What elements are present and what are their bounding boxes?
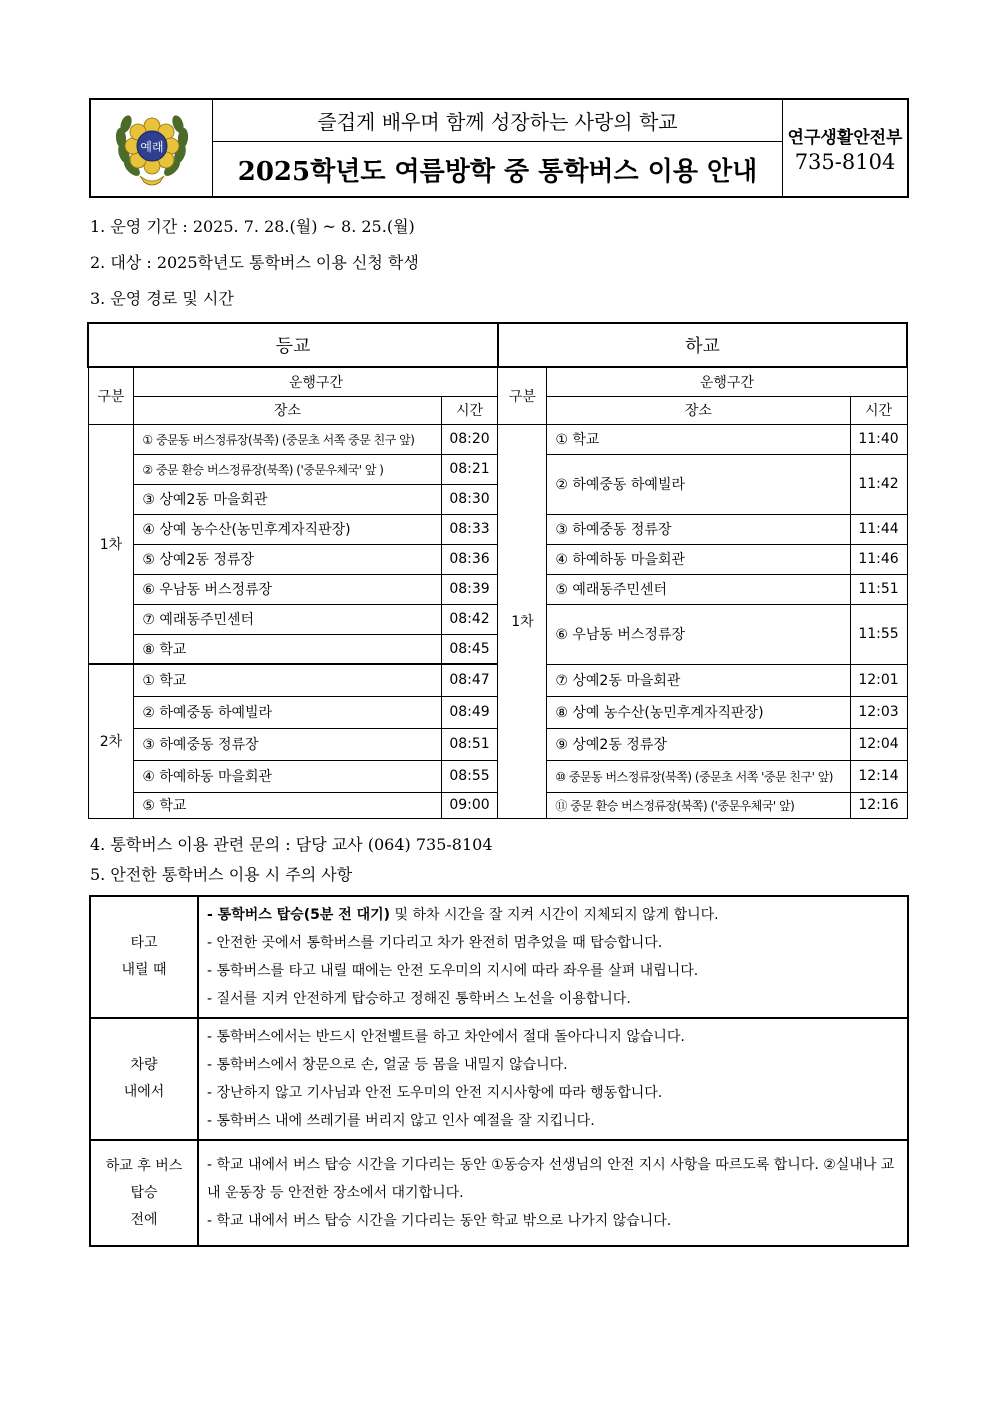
after-school-rules [198,1140,908,1246]
am-stop-place: ③ 상예2동 마을회관 [134,484,441,514]
department-name: 연구생활안전부 [787,127,903,148]
am-stop-time: 08:49 [441,696,498,728]
after-label-line3: 전에 [130,1211,158,1228]
pm-stop-place: ⑧ 상예 농수산(농민후계자직판장) [547,696,850,728]
pm-stop-time: 12:14 [850,760,907,792]
inside-rule-4: - 통학버스 내에 쓰레기를 버리지 않고 인사 예절을 잘 지킵니다. [207,1113,595,1129]
boarding-label-line1: 타고 [130,935,158,951]
school-logo-cell [91,100,213,196]
boarding-rule-1-bold: - 통학버스 탑승(5분 전 대기) [207,907,391,923]
item-period: 1. 운영 기간 : 2025. 7. 28.(월) ~ 8. 25.(월) [90,217,415,236]
am-stop-place: ② 하예중동 하예빌라 [134,696,441,728]
inside-rule-2: - 통학버스에서 창문으로 손, 얼굴 등 몸을 내밀지 않습니다. [207,1057,568,1073]
am-stop-place: ② 중문 환승 버스정류장(북쪽) ('중문우체국' 앞 ) [134,454,441,484]
pm-stop-place: ⑥ 우남동 버스정류장 [547,604,850,664]
am-stop-time: 08:55 [441,760,498,792]
after-rule-2: - 학교 내에서 버스 탑승 시간을 기다리는 동안 학교 밖으로 나가지 않습니다. [207,1213,672,1229]
boarding-category [90,896,198,1018]
item-route: 3. 운영 경로 및 시간 [90,289,234,308]
boarding-rule-1 [207,901,899,929]
pm-stop-time: 11:44 [850,514,907,544]
item-target: 2. 대상 : 2025학년도 통학버스 이용 신청 학생 [90,253,419,272]
am-stop-time: 08:42 [441,604,498,634]
am-stop-time: 08:33 [441,514,498,544]
am-stop-time: 08:51 [441,728,498,760]
pm-stop-place: ⑪ 중문 환승 버스정류장(북쪽) ('중문우체국' 앞) [547,792,850,818]
boarding-rules [198,896,908,1018]
pm-stop-time: 12:04 [850,728,907,760]
am-stop-time: 08:20 [441,424,498,454]
svg-text:예래: 예래 [139,140,164,154]
pm-stop-place: ② 하예중동 하예빌라 [547,454,850,514]
pm-stop-place: ⑨ 상예2동 정류장 [547,728,850,760]
am-stop-place: ⑥ 우남동 버스정류장 [134,574,441,604]
am-stop-place: ⑤ 상예2동 정류장 [134,544,441,574]
am-stop-time: 08:39 [441,574,498,604]
pm-division-header: 구분 [498,367,547,424]
pm-stop-place: ⑩ 중문동 버스정류장(북쪽) (중문초 서쪽 '중문 친구' 앞) [547,760,850,792]
am-stop-place: ⑤ 학교 [134,792,441,818]
inside-rules [198,1018,908,1140]
department-cell [783,100,907,196]
am-stop-place: ① 학교 [134,664,441,696]
pm-stop-time: 11:55 [850,604,907,664]
pm-stop-time: 12:16 [850,792,907,818]
pm-stop-time: 12:01 [850,664,907,696]
am-stop-place: ④ 하예하동 마을회관 [134,760,441,792]
pm-stop-time: 11:40 [850,424,907,454]
item-inquiry: 4. 통학버스 이용 관련 문의 : 담당 교사 (064) 735-8104 [90,835,493,854]
am-stop-place: ③ 하예중동 정류장 [134,728,441,760]
pm-stop-place: ④ 하예하동 마을회관 [547,544,850,574]
pm-round-1: 1차 [498,424,547,818]
am-stop-place: ④ 상예 농수산(농민후계자직판장) [134,514,441,544]
am-division-header: 구분 [88,367,134,424]
am-round-1: 1차 [88,424,134,664]
after-rule-1: - 학교 내에서 버스 탑승 시간을 기다리는 동안 ①동승자 선생님의 안전 지시 사항을 따르도록 합니다. ②실내나 교내 운동장 등 안전한 장소에서 대기합니다. [207,1157,895,1201]
school-emblem-icon [110,106,194,190]
boarding-rule-4: - 질서를 지켜 안전하게 탑승하고 정해진 통학버스 노선을 이용합니다. [207,991,631,1007]
pm-section-header: 운행구간 [547,367,907,396]
pm-place-header: 장소 [547,396,850,424]
pm-stop-time: 11:42 [850,454,907,514]
to-school-header: 등교 [88,323,498,367]
am-stop-time: 08:47 [441,664,498,696]
inside-label-line2: 내에서 [123,1084,165,1100]
pm-stop-place: ③ 하예중동 정류장 [547,514,850,544]
am-section-header: 운행구간 [134,367,498,396]
pm-time-header: 시간 [850,396,907,424]
inside-rule-3: - 장난하지 않고 기사님과 안전 도우미의 안전 지시사항에 따라 행동합니다. [207,1085,663,1101]
pm-stop-place: ① 학교 [547,424,850,454]
page-title: 2025학년도 여름방학 중 통학버스 이용 안내 [237,156,758,187]
header-box [89,98,909,198]
pm-stop-time: 11:46 [850,544,907,574]
title-cell [213,100,783,196]
from-school-header: 하교 [498,323,907,367]
pm-stop-place: ⑤ 예래동주민센터 [547,574,850,604]
boarding-rule-2: - 안전한 곳에서 통학버스를 기다리고 차가 완전히 멈추었을 때 탑승합니다. [207,935,663,951]
school-motto: 즐겁게 배우며 함께 성장하는 사랑의 학교 [213,100,782,142]
after-label-line1: 하교 후 버스 [105,1157,183,1174]
am-stop-time: 09:00 [441,792,498,818]
after-label-line2: 탑승 [130,1184,158,1201]
boarding-rule-3: - 통학버스를 타고 내릴 때에는 안전 도우미의 지시에 따라 좌우를 살펴 내립니다. [207,963,699,979]
am-stop-time: 08:30 [441,484,498,514]
am-time-header: 시간 [441,396,498,424]
am-place-header: 장소 [134,396,441,424]
inside-category [90,1018,198,1140]
am-stop-time: 08:36 [441,544,498,574]
item-safety: 5. 안전한 통학버스 이용 시 주의 사항 [90,865,353,884]
am-stop-place: ⑦ 예래동주민센터 [134,604,441,634]
am-stop-time: 08:45 [441,634,498,664]
pm-stop-time: 11:51 [850,574,907,604]
after-school-category [90,1140,198,1246]
boarding-label-line2: 내릴 때 [121,962,167,978]
department-phone: 735-8104 [794,149,896,174]
am-stop-time: 08:21 [441,454,498,484]
pm-stop-time: 12:03 [850,696,907,728]
safety-rules-table [89,895,909,1247]
inside-rule-1: - 통학버스에서는 반드시 안전벨트를 하고 차안에서 절대 돌아다니지 않습니다. [207,1029,685,1045]
pm-stop-place: ⑦ 상예2동 마을회관 [547,664,850,696]
am-stop-place: ① 중문동 버스정류장(북쪽) (중문초 서쪽 중문 친구 앞) [134,424,441,454]
am-stop-place: ⑧ 학교 [134,634,441,664]
am-round-2: 2차 [88,664,134,818]
schedule-table [87,322,908,819]
boarding-rule-1-rest: 및 하차 시간을 잘 지켜 시간이 지체되지 않게 합니다. [390,907,719,923]
inside-label-line1: 차량 [130,1057,158,1073]
